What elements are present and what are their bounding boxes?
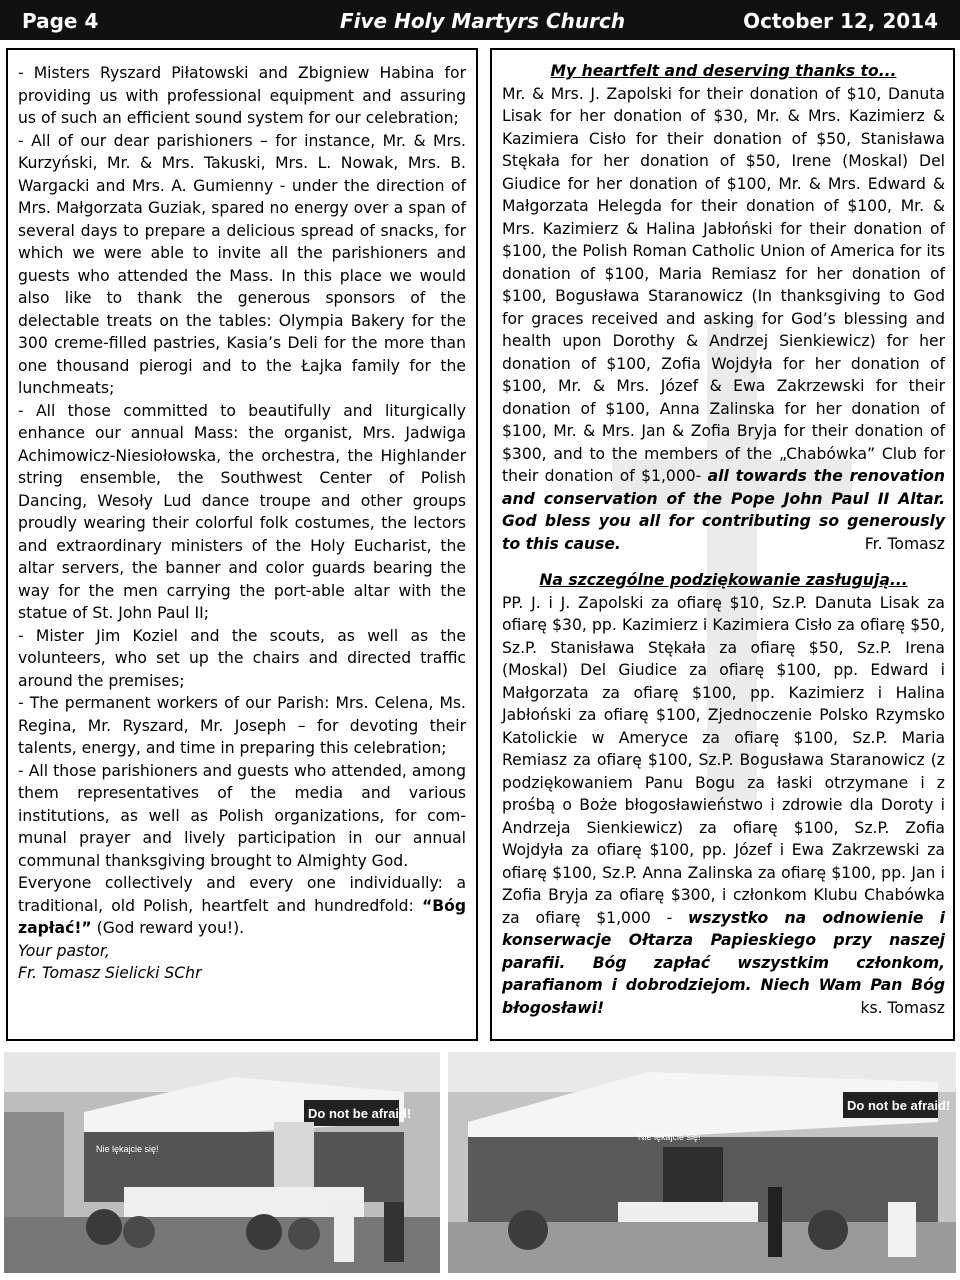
paragraph-parishioners: - All of our dear parishioners – for instance, Mr. & Mrs. Kurzyński, Mr. & Mrs. Takuski, Mrs. L. Nowak, Mrs. B. Wargacki and Mrs. A. Gumienny - under the direction of Mrs. Małgorzata Guziak, spared no energy over a span of several days to prepare a delicious spread of snacks, for which we were able to invite all the parishioners and guests who attended the Mass. In this place we would also like to thank the generous sponsors of the delectable treats on the tables: Olympia Bakery for the 300 creme-filled pastries, Kasia’s Deli for the more than one thousand pierogi and to the Łajka family for the lunchmeats; (18, 131, 466, 397)
donations-polish: PP. J. i J. Zapolski za ofiarę $10, Sz.P. Danuta Lisak za ofiarę $30, pp. Kazimierz i Kazimiera Cisło za ofiarę $50, Sz.P. Stanisława Stękała za ofiarę $50, Sz.P. Irena (Moskal) Del Giudice za ofiarę $100, pp. Edward i Małgorzata za ofiarę $100, pp. Kazimierz i Halina Jabłoński za ofiarę $100, Zjednoczenie Polsko Rzymsko Katolickie w Ameryce za ofiarę $100, Sz.P. Maria Remiasz za ofiarę $100, Sz.P. Bogusława Staranowicz (z podziękowaniem Panu Bogu za łaski otrzymane i z prośbą o Boże błogosławieństwo i zdrowie dla Doroty i Andrzeja Sienkiewicz) za ofiarę $100, Sz.P. Zofia Wojdyła za ofiarę $100, pp. Józef i Ewa Zakrzewski za ofiarę $100, Sz.P. Anna Zalinska za ofiarę $100, pp. Jan i Zofia Bryja za ofiarę $300, i członkom Klubu Chabówka za ofiarę $1,000 - wszystko na odnowienie i konserwacje Ołtarza Papieskiego przy naszej parafii. Bóg zapłać wszystkim członkom, parafianom i dobrodziejom. Niech Wam Pan Bóg błogosławi! ks. Tomasz (502, 592, 945, 1020)
paragraph-workers: - The permanent workers of our Parish: Mrs. Celena, Ms. Regina, Mr. Ryszard, Mr. Joseph – for devoting their talents, energy, and time in preparing this celebration; (18, 694, 466, 757)
signature-polish: ks. Tomasz (860, 998, 945, 1017)
banner-text-left-2: Nie lękajcie się! (96, 1144, 159, 1154)
church-name: Five Holy Martyrs Church (340, 9, 626, 33)
photo-papal-altar (448, 1052, 956, 1273)
paragraph-sound: - Misters Ryszard Piłatowski and Zbigniew Habina for providing us with professional equipment and assuring us of such an efficient sound system for our celebration; (18, 64, 466, 127)
banner-text-right-2: Nie lękajcie się! (638, 1132, 701, 1142)
paragraph-attendees: - All those parishioners and guests who attended, among them representatives of the media and various institutions, as well as Polish organizations, for com-munal prayer and lively participation in our annual communal thanksgiving brought to Almighty God. (18, 761, 466, 870)
signature-line-1: Your pastor, (18, 941, 110, 960)
page-header (0, 0, 960, 40)
paragraph-liturgy: - All those committed to beautifully and liturgically enhance our annual Mass: the organist, Mrs. Jadwiga Achimowicz-Niesiołowska, the orchestra, the Highlander string ensemble, the Southwest Center of Polish Dancing, Wesoły Lud dance troupe and other groups proudly wearing their colorful folk costumes, the lectors and extraordinary ministers of the Holy Eucharist, the altar servers, the banner and color guards bearing the way for the men carrying the port-able altar with the statue of St. John Paul II; (18, 401, 466, 622)
thanks-title-english: My heartfelt and deserving thanks to... (550, 62, 897, 80)
left-column (6, 48, 478, 1041)
paragraph-scouts: - Mister Jim Koziel and the scouts, as well as the volunteers, who set up the chairs and directed traffic around the premises; (18, 626, 466, 690)
signature-english: Fr. Tomasz (864, 534, 945, 553)
banner-text-right-1: Do not be afraid! (847, 1098, 951, 1113)
page-number: Page 4 (22, 9, 99, 33)
right-column (490, 48, 955, 1041)
banner-text-left-1: Do not be afraid! (308, 1106, 412, 1121)
paragraph-closing: Everyone collectively and every one individually: a traditional, old Polish, heartfelt and hundredfold: “Bóg zapłać!” (God reward you!). (18, 874, 466, 937)
issue-date: October 12, 2014 (743, 9, 938, 33)
signature-line-2: Fr. Tomasz Sielicki SChr (18, 964, 202, 982)
thanks-title-polish: Na szczególne podziękowanie zasługują... (539, 571, 908, 589)
photo-mass-celebration (4, 1052, 440, 1273)
bog-zaplac: “Bóg zapłać!” (18, 896, 466, 937)
donations-english: Mr. & Mrs. J. Zapolski for their donation of $10, Danuta Lisak for her donation of $30, Mr. & Mrs. Kazimierz & Kazimiera Cisło for their donation of $50, Stanisława Stękała for her donation of $50, Irene (Moskal) Del Giudice for her donation of $100, Mr. & Mrs. Edward & Małgorzata Helegda for their donation of $100, Mr. & Mrs. Kazimierz & Halina Jabłoński for their donation of $100, the Polish Roman Catholic Union of America for its donation of $100, Maria Remiasz for her donation of $100, Bogusława Staranowicz (In thanksgiving to God for graces received and asking for God’s blessing and health upon Dorothy & Andrzej Sienkiewicz) for her donation of $100, Zofia Wojdyła for her donation of $100, Mr. & Mrs. Józef & Ewa Zakrzewski for their donation of $100, Anna Zalinska for her donation of $100, Mr. & Mrs. Jan & Zofia Bryja for their donation of $300, and to the members of the „Chabówka” Club for their donation of $1,000- all towards the renovation and conservation of the Pope John Paul II Altar. God bless you all for contributing so generously to this cause. Fr. Tomasz (502, 83, 945, 556)
